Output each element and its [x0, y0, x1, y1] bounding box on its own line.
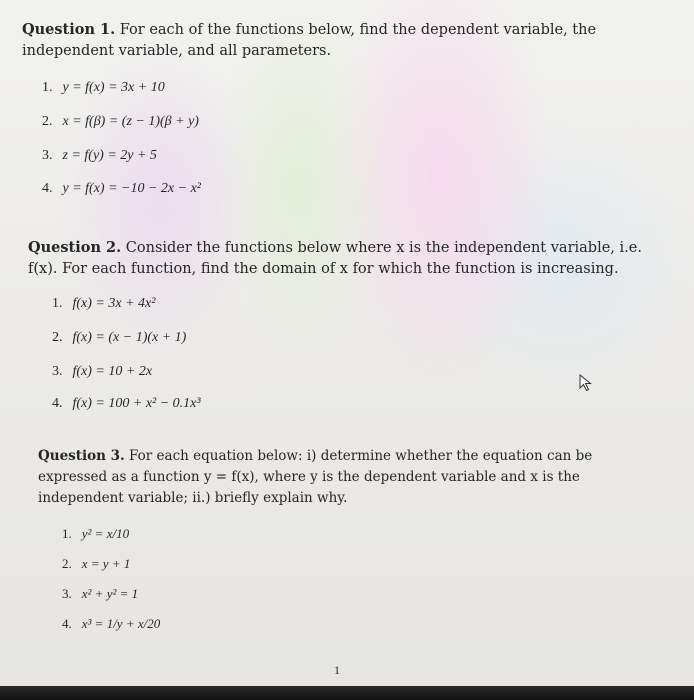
q2-item-4: 4. f(x) = 100 + x² − 0.1x³ [52, 396, 201, 411]
q1-item-3: 3. z = f(y) = 2y + 5 [42, 148, 157, 163]
q1-item-1: 1. y = f(x) = 3x + 10 [42, 80, 165, 95]
mouse-pointer-icon [578, 374, 594, 392]
question-3-text: For each equation below: i) determine whether the equation can be expressed as a function y = f(x), where y is the dependent variable and x is the independent variable; ii.) briefly explain why. [38, 448, 593, 506]
question-2-text: Consider the functions below where x is the independent variable, i.e. f(x). For each function, find the domain of x for which the function is increasing. [28, 240, 642, 277]
q3-item-4: 4. x³ = 1/y + x/20 [62, 616, 161, 631]
question-3 [38, 446, 638, 509]
question-2-title: Question 2. [28, 239, 122, 256]
page-number: 1 [334, 663, 340, 677]
question-1 [22, 19, 652, 62]
q3-item-2: 2. x = y + 1 [62, 556, 131, 571]
question-1-title: Question 1. [22, 21, 116, 38]
question-2 [28, 237, 646, 280]
question-3-title: Question 3. [38, 448, 125, 464]
q2-item-2: 2. f(x) = (x − 1)(x + 1) [52, 330, 187, 345]
q2-item-1: 1. f(x) = 3x + 4x² [52, 296, 156, 311]
screen-bottom-edge [0, 686, 694, 700]
q1-item-4: 4. y = f(x) = −10 − 2x − x² [42, 181, 202, 196]
question-1-text: For each of the functions below, find the dependent variable, the independent variable, and all parameters. [22, 22, 597, 59]
q2-item-3: 3. f(x) = 10 + 2x [52, 364, 153, 379]
q1-item-2: 2. x = f(β) = (z − 1)(β + y) [42, 114, 199, 129]
q3-item-3: 3. x² + y² = 1 [62, 586, 139, 601]
q3-item-1: 1. y² = x/10 [62, 526, 130, 541]
